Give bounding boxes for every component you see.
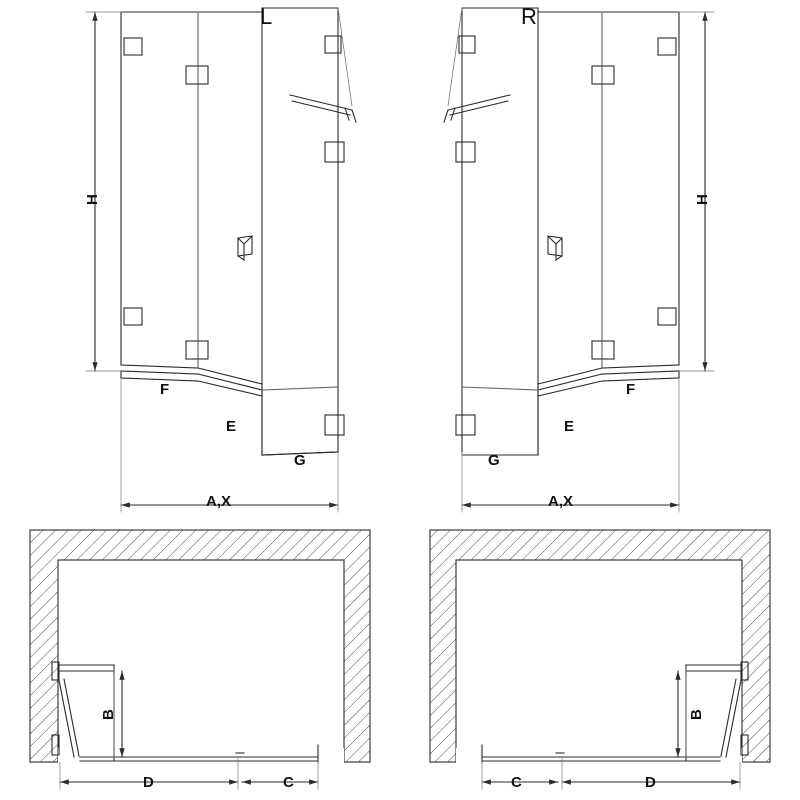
plan-label-c-left: C <box>283 774 294 791</box>
panel-label-e-left: E <box>226 418 237 435</box>
plan-label-d-left: D <box>143 774 154 791</box>
panel-label-g-right: G <box>488 452 500 469</box>
panel-label-g-left: G <box>294 452 306 469</box>
variant-label-left: L <box>260 4 273 29</box>
plan-label-d-right: D <box>645 774 656 791</box>
plan-left <box>30 530 370 789</box>
width-label-left: A,X <box>206 493 232 510</box>
panel-label-f-right: F <box>626 381 636 398</box>
variant-label-right: R <box>521 4 537 29</box>
plan-label-b-left: B <box>100 709 117 720</box>
plan-label-c-right: C <box>511 774 522 791</box>
height-label-left: H <box>84 194 101 205</box>
plan-right <box>430 530 770 789</box>
width-label-right: A,X <box>548 493 574 510</box>
plan-label-b-right: B <box>688 709 705 720</box>
height-label-right: H <box>694 194 711 205</box>
panel-label-e-right: E <box>564 418 575 435</box>
elevation-right <box>444 8 714 512</box>
elevation-left <box>86 8 356 512</box>
panel-label-f-left: F <box>160 381 170 398</box>
